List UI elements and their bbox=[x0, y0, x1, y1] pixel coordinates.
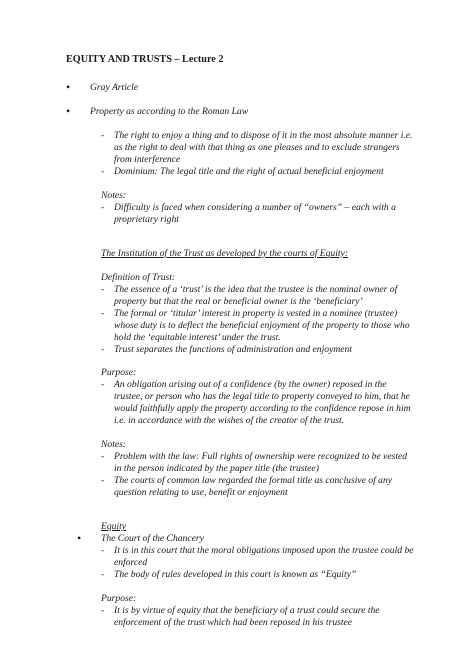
bullet-roman-law: • Property as according to the Roman Law bbox=[66, 106, 416, 118]
chancery-point: - It is in this court that the moral obligations imposed upon the trustee could be enforced bbox=[101, 545, 416, 569]
definition-heading: Definition of Trust: bbox=[101, 271, 176, 283]
purpose-points bbox=[101, 379, 416, 427]
purpose-point: - An obligation arising out of a confidence (by the owner) reposed in the trustee, or person who has the legal title to property conveyed to him, that he would faithfully apply the property according to the confidence repose in him i.e. in accordance with the wishes of the creator of the trust. bbox=[101, 379, 416, 427]
roman-law-points bbox=[101, 130, 416, 178]
chancery-block bbox=[66, 533, 416, 629]
notes-point: - Difficulty is faced when considering a number of “owners” – each with a proprietary right bbox=[101, 202, 416, 226]
definition-point: - Trust separates the functions of administration and enjoyment bbox=[101, 344, 416, 356]
chancery-points bbox=[101, 545, 416, 581]
equity-heading: Equity bbox=[101, 521, 127, 533]
roman-law-block bbox=[101, 130, 416, 534]
notes-points bbox=[101, 451, 416, 499]
notes-points bbox=[101, 202, 416, 226]
purpose-heading: Purpose: bbox=[101, 593, 137, 605]
purpose-heading: Purpose: bbox=[101, 367, 137, 379]
bullet-gray-article: • Gray Article bbox=[66, 82, 416, 94]
roman-law-point: - The right to enjoy a thing and to dispose of it in the most absolute manner i.e. as the right to deal with that thing as one pleases and to exclude strangers from interference bbox=[101, 130, 416, 166]
roman-law-point: - Dominium: The legal title and the right of actual beneficial enjoyment bbox=[101, 166, 416, 178]
notes-point: - The courts of common law regarded the formal title as conclusive of any question relating to use, benefit or enjoyment bbox=[101, 475, 416, 499]
notes-heading: Notes: bbox=[101, 189, 127, 201]
lecture-notes bbox=[66, 54, 416, 629]
institution-heading: The Institution of the Trust as developed by the courts of Equity: bbox=[101, 247, 349, 259]
purpose-point: - It is by virtue of equity that the beneficiary of a trust could secure the enforcement of the trust which had been reposed in his trustee bbox=[101, 605, 416, 629]
purpose-points bbox=[101, 605, 416, 629]
chancery-point: - The body of rules developed in this court is known as “Equity” bbox=[101, 569, 416, 581]
notes-heading: Notes: bbox=[101, 439, 127, 451]
top-bullet-list bbox=[66, 82, 416, 118]
definition-point: - The formal or ‘titular’ interest in property is vested in a nominee (trustee) whose duty is to deflect the beneficial enjoyment of the property to those who hold the ‘equitable interest’ under the trust. bbox=[101, 308, 416, 344]
document-title: EQUITY AND TRUSTS – Lecture 2 bbox=[66, 54, 224, 65]
definition-points bbox=[101, 284, 416, 356]
bullet-court-of-chancery: • The Court of the Chancery bbox=[89, 533, 416, 545]
notes-point: - Problem with the law: Full rights of ownership were recognized to be vested in the person indicated by the paper title (the trustee) bbox=[101, 451, 416, 475]
definition-point: - The essence of a ‘trust’ is the idea that the trustee is the nominal owner of property but that the real or beneficial owner is the ‘beneficiary’ bbox=[101, 284, 416, 308]
